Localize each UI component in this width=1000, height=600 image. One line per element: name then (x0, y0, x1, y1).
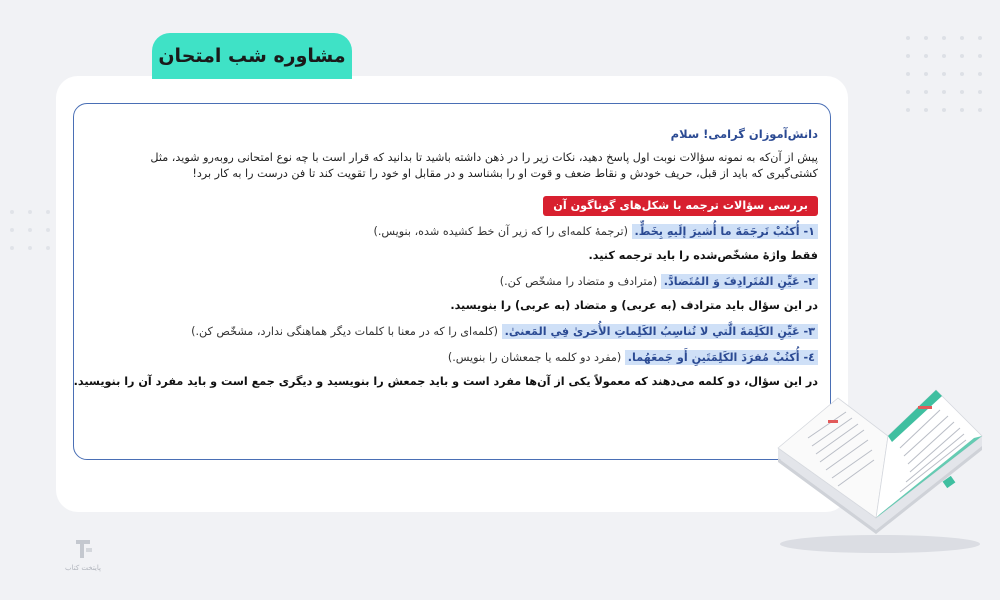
decorative-dot-grid (906, 36, 982, 112)
brand-logo (58, 536, 108, 576)
question-note: فقط واژهٔ مشخّص‌شده را باید ترجمه کنید. (588, 249, 818, 262)
question-3 (90, 324, 818, 340)
question-arabic: ٤- أُكتُبْ مُفرَدَ الكَلِمَتَينِ أَو جَمعَهُما. (625, 350, 818, 365)
question-hint: (ترجمهٔ کلمه‌ای را که زیر آن خط کشیده شده، بنویس.) (373, 225, 628, 238)
title-tab (152, 33, 352, 79)
question-4 (90, 350, 818, 366)
question-hint: (کلمه‌ای را که در معنا با کلمات دیگر هماهنگی ندارد، مشخّص کن.) (191, 325, 499, 338)
question-arabic: ٣- عَيِّنِ الكَلِمَةَ الَّتي لا تُناسِبُ الكَلِماتِ الأُخرىٰ فِي المَعنىٰ. (502, 324, 818, 339)
open-book-illustration (768, 378, 990, 558)
question-arabic: ٢- عَيِّنِ المُتَرادِفَ وَ المُتَضادَّ. (661, 274, 818, 289)
question-note: در این سؤال باید مترادف (به عربی) و متضاد (به عربی) را بنویسید. (450, 299, 818, 312)
page-title: مشاوره شب امتحان (158, 45, 346, 67)
question-arabic: ١- أُكتُبْ تَرجَمَةَ ما أُشيرَ إلَيهِ بِخَطٍّ. (632, 224, 819, 239)
greeting: دانش‌آموزان گرامی! سلام (670, 127, 818, 141)
logo-caption: پایتخت کتاب (65, 564, 101, 572)
section-header-wrap (90, 194, 818, 216)
section-header: بررسی سؤالات ترجمه با شکل‌های گوناگون آن (543, 196, 818, 216)
intro-line: کشتی‌گیری که باید از قبل، حریف خودش و نقاط ضعف و قوت او را بشناسد و در مقابل او خود را تقویت کند تا فن درست را به کار برد! (192, 167, 818, 180)
question-hint: (مفرد دو کلمه یا جمعشان را بنویس.) (447, 351, 622, 364)
question-2 (90, 274, 818, 290)
paytakht-logo-icon (70, 536, 96, 562)
question-note: در این سؤال، دو کلمه می‌دهند که معمولاً یکی از آن‌ها مفرد است و باید جمعش را بنویسید و دیگری جمع است و باید مفرد آن را بنویسید. (73, 375, 818, 388)
content-box (73, 103, 831, 460)
intro-line: پیش از آن‌که به نمونه سؤالات نوبت اول پاسخ دهید، نکات زیر را در ذهن داشته باشید تا بدانید که قرار است با چه نوع امتحانی روبه‌رو شوید، مثل (150, 151, 818, 164)
question-hint: (مترادف و متضاد را مشخّص کن.) (499, 275, 658, 288)
question-1 (90, 224, 818, 240)
